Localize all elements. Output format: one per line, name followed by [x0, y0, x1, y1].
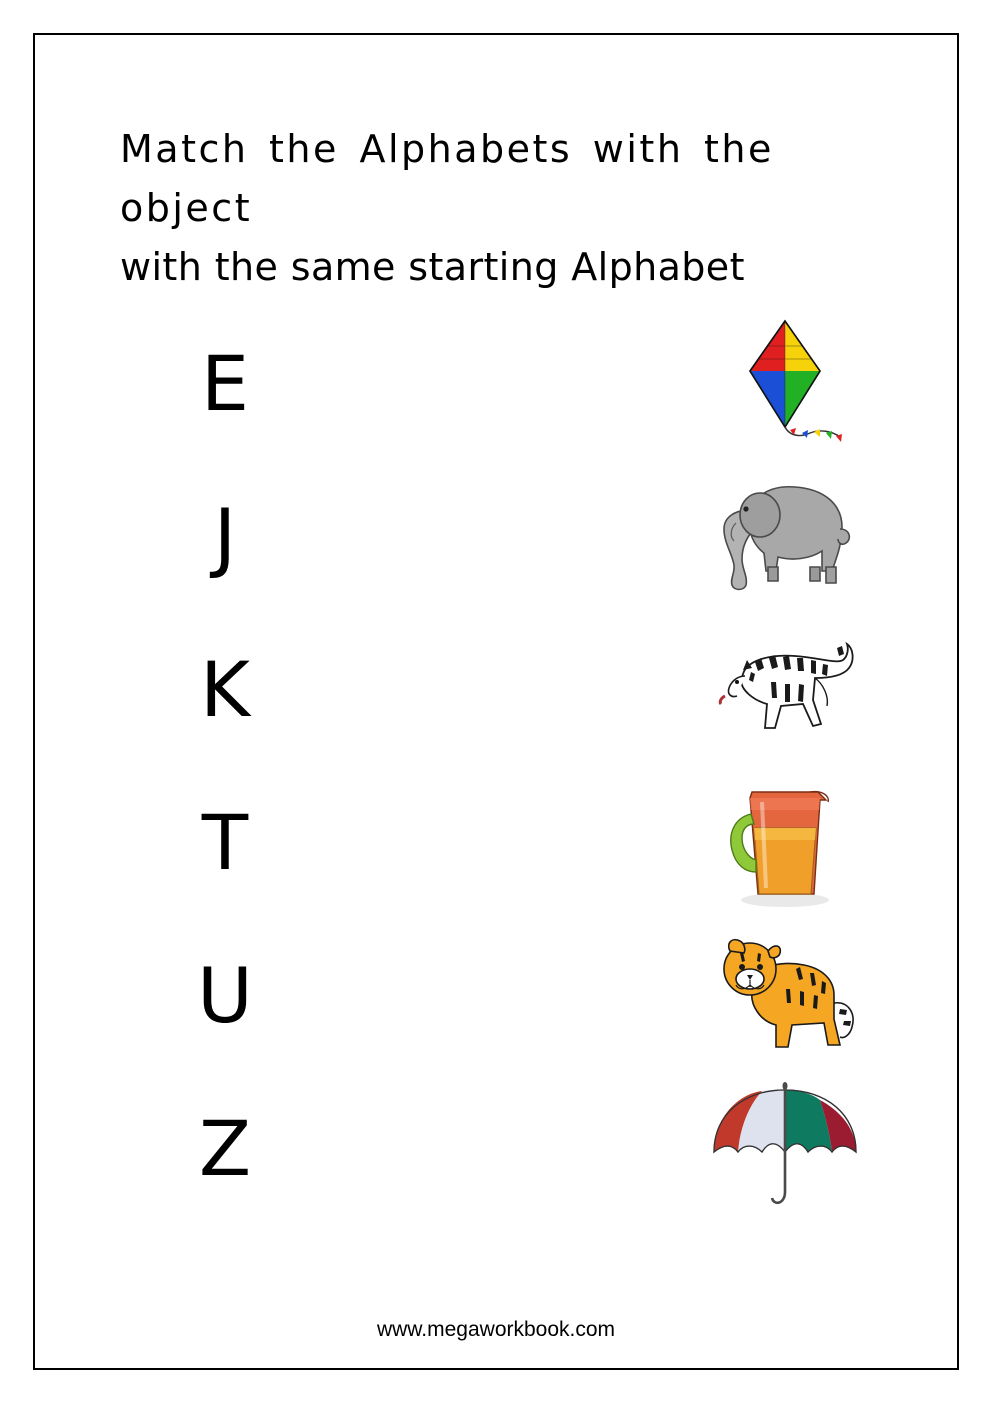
worksheet-page — [33, 33, 959, 1370]
title-line-1: Match the Alphabets with the object — [120, 127, 774, 230]
letter-item[interactable]: E — [200, 339, 250, 428]
letter-item[interactable]: T — [201, 798, 249, 887]
object-item-tiger[interactable] — [655, 919, 915, 1072]
page-title — [120, 120, 890, 297]
umbrella-icon — [700, 1074, 870, 1224]
object-item-zebra[interactable] — [655, 613, 915, 766]
object-item-elephant[interactable] — [655, 460, 915, 613]
tiger-icon — [700, 921, 870, 1071]
objects-column — [655, 307, 915, 1225]
footer-url: www.megaworkbook.com — [376, 1318, 616, 1341]
letter-item[interactable]: K — [200, 645, 250, 734]
kite-icon — [710, 309, 860, 459]
jug-icon — [710, 768, 860, 918]
title-line-2: with the same starting Alphabet — [120, 244, 745, 289]
object-item-jug[interactable] — [655, 766, 915, 919]
zebra-icon — [695, 620, 875, 760]
elephant-icon — [700, 467, 870, 607]
object-item-kite[interactable] — [655, 307, 915, 460]
letter-item[interactable]: J — [213, 492, 237, 581]
object-item-umbrella[interactable] — [655, 1072, 915, 1225]
letters-column — [125, 307, 325, 1225]
letter-item[interactable]: Z — [198, 1104, 252, 1193]
match-area — [35, 307, 957, 1227]
letter-item[interactable]: U — [197, 951, 253, 1040]
